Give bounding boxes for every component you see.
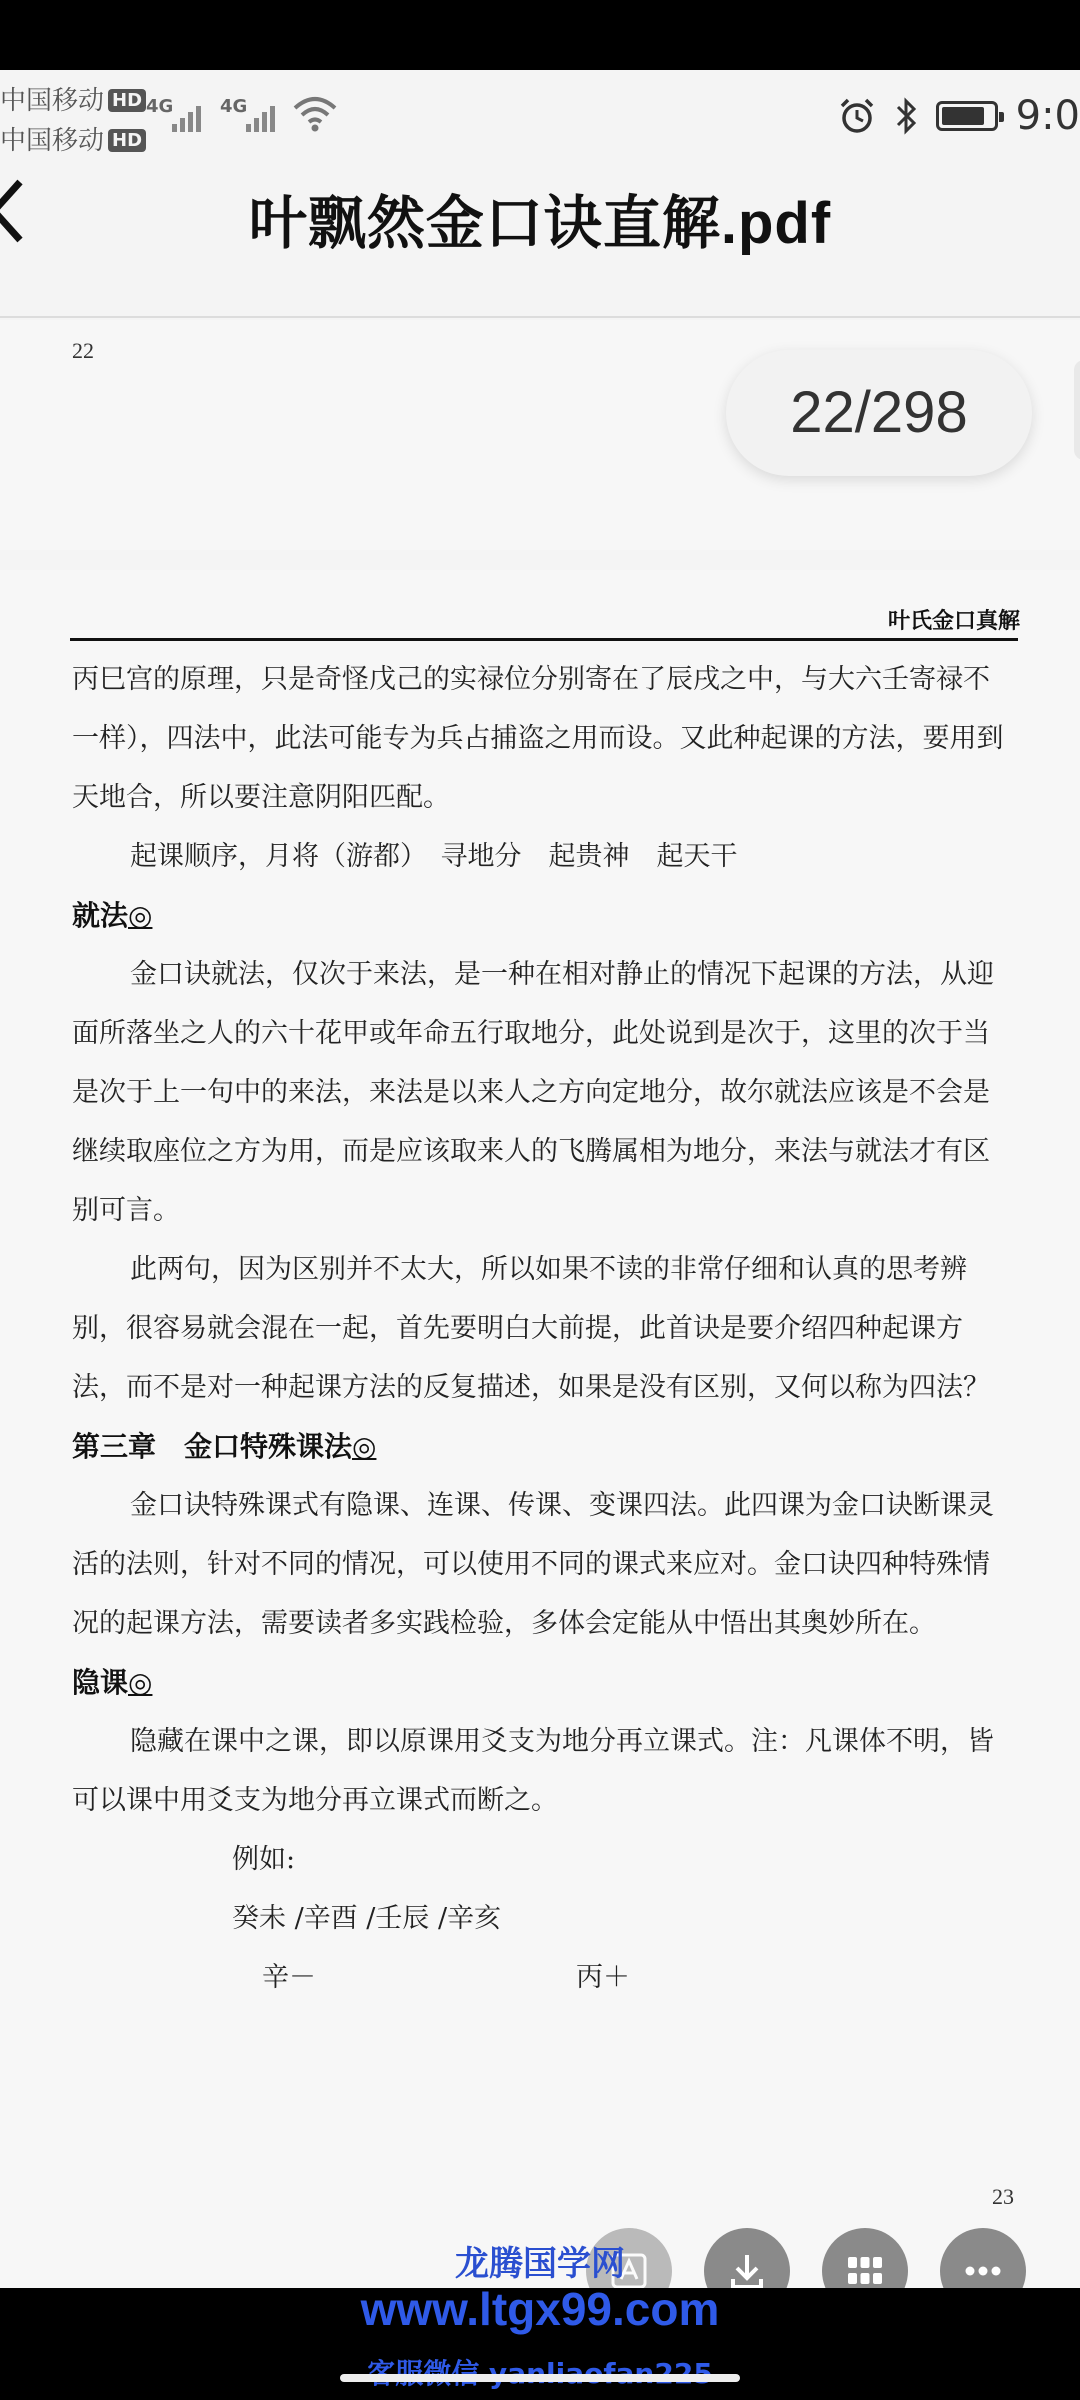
signal-icon	[172, 100, 201, 132]
hd-badge: HD	[108, 89, 146, 112]
course-order: 起课顺序，月将（游都） 寻地分 起贵神 起天干	[130, 841, 738, 872]
status-right-group	[838, 92, 1080, 140]
wifi-icon	[292, 94, 338, 134]
carrier-1: 中国移动 HD	[0, 80, 146, 117]
battery-icon	[936, 101, 998, 131]
watermark-site-name: 龙腾国学网	[455, 2244, 625, 2284]
example-signs: 辛－ 丙＋	[262, 1962, 630, 1993]
example-label: 例如:	[232, 1844, 296, 1875]
example-line: 癸未 /辛酉 /壬辰 /辛亥	[232, 1903, 502, 1934]
paragraph-1: 丙巳宫的原理，只是奇怪戊己的实禄位分别寄在了辰戌之中，与大六壬寄禄不一样），四法中，此法可能专为兵占捕盗之用而设。又此种起课的方法，要用到天地合，所以要注意阴阳匹配。	[72, 664, 1004, 813]
paragraph-2: 金口诀就法，仅次于来法，是一种在相对静止的情况下起课的方法，从迎面所落坐之人的六十花甲或年命五行取地分，此处说到是次于，这里的次于当是次于上一句中的来法，来法是以来人之方向定地分，故尔就法应该是不会是继续取座位之方为用，而是应该取来人的飞腾属相为地分，来法与就法才有区别可言。	[72, 959, 994, 1226]
alarm-icon	[838, 97, 876, 135]
heading-chapter-3: 第三章 金口特殊课法◎	[72, 1430, 377, 1463]
signal-icon	[246, 100, 275, 132]
clock: 9:0	[1015, 93, 1080, 139]
pdf-viewer-screen	[0, 70, 1080, 2288]
page-body	[72, 650, 1014, 2007]
heading-jiufa: 就法◎	[72, 899, 153, 932]
status-bar	[0, 70, 1080, 162]
bluetooth-icon	[894, 97, 918, 135]
page-number: 23	[992, 2184, 1014, 2209]
header-rule	[70, 638, 1018, 641]
heading-yinke: 隐课◎	[72, 1666, 153, 1699]
watermark-contact	[0, 2352, 1080, 2392]
paragraph-5: 隐藏在课中之课，即以原课用爻支为地分再立课式。注：凡课体不明，皆可以课中用爻支为地分再立课式而断之。	[72, 1726, 994, 1816]
home-indicator[interactable]	[340, 2374, 740, 2382]
running-head: 叶氏金口真解	[887, 608, 1020, 634]
paragraph-4: 金口诀特殊课式有隐课、连课、传课、变课四法。此四课为金口诀断课灵活的法则，针对不同的情况，可以使用不同的课式来应对。金口诀四种特殊情况的起课方法，需要读者多实践检验，多体会定能从中悟出其奥妙所在。	[72, 1490, 994, 1639]
title-divider	[0, 316, 1080, 318]
document-title: 叶飘然金口诀直解.pdf	[248, 191, 832, 256]
hd-badge: HD	[108, 129, 146, 152]
watermark-url: www.ltgx99.com	[360, 2283, 720, 2335]
page-indicator[interactable]: 22/298	[726, 350, 1032, 476]
paragraph-3: 此两句，因为区别并不太大，所以如果不读的非常仔细和认真的思考辨别，很容易就会混在一起，首先要明白大前提，此首诀是要介绍四种起课方法，而不是对一种起课方法的反复描述，如果是没有区别，又何以称为四法？	[72, 1254, 990, 1403]
network-type-2: 4G	[220, 96, 248, 117]
carrier-2: 中国移动 HD	[0, 120, 146, 157]
page-edge	[1074, 360, 1080, 460]
previous-page-number: 22	[72, 338, 94, 363]
top-black-bar	[0, 0, 1080, 70]
battery-fill	[942, 107, 985, 125]
network-type-1: 4G	[146, 96, 174, 117]
